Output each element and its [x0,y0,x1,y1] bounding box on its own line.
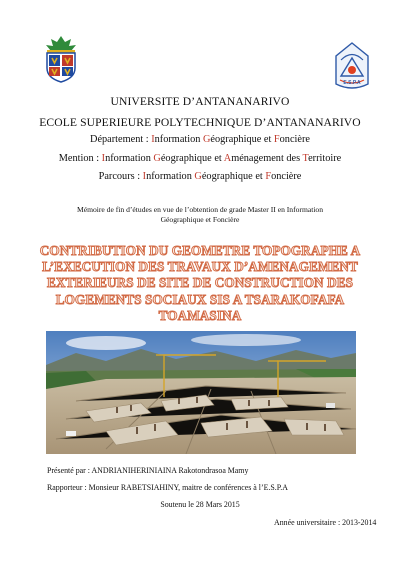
school-name: ECOLE SUPERIEURE POLYTECHNIQUE D’ANTANANARIVO [39,116,361,129]
title-line: LOGEMENTS SOCIAUX SIS A TSARAKOFAFA [55,291,345,307]
title-line: CONTRIBUTION DU GEOMETRE TOPOGRAPHE A [39,243,361,258]
soutenance-date: Soutenu le 28 Mars 2015 [160,500,240,509]
initial-letter: T [302,153,309,164]
initial-letter: F [273,134,280,145]
initial-letter: G [202,134,211,145]
rapporteur: Rapporteur : Monsieur RABETSIAHINY, maitre de conférences à l’E.S.P.A [47,483,288,492]
title-line: L’EXECUTION DES TRAVAUX D’AMENAGEMENT [42,259,358,275]
thesis-title [0,243,400,324]
text-fragment: oncière [271,171,302,182]
title-line: EXTERIEURS DE SITE DE CONSTRUCTION DES [46,275,354,291]
mention-prefix: Mention : [58,153,102,164]
department-prefix: Département : [90,134,152,145]
memoire-line-1: Mémoire de fin d’études en vue de l’obtention de grade Master II en Information [76,205,324,214]
parcours-value [143,171,302,182]
parcours-line [0,171,400,182]
text-fragment: nformation [105,153,154,164]
text-fragment: oncière [279,134,310,145]
initial-letter: A [223,153,232,164]
text-fragment: erritoire [308,153,342,164]
parcours-prefix: Parcours : [98,171,143,182]
academic-year: Année universitaire : 2013-2014 [274,518,377,527]
text-fragment: ménagement des [231,153,303,164]
mention-value [102,153,342,164]
title-line: TOAMASINA [158,307,242,323]
text-fragment: éographique et [160,153,224,164]
university-crest-icon [38,34,84,84]
initial-letter: I [142,171,147,182]
initial-letter: I [101,153,106,164]
university-logo [38,34,84,84]
initial-letter: F [265,171,272,182]
initial-letter: G [153,153,161,164]
mention-line [0,153,400,164]
text-fragment: nformation [154,134,203,145]
presented-by: Présenté par : ANDRIANIHERINIAINA Rakotondrasoa Mamy [47,466,249,475]
initial-letter: G [194,171,202,182]
text-fragment: éographique et [210,134,274,145]
construction-site-photo [46,331,356,454]
text-fragment: éographique et [201,171,266,182]
espa-logo-text: E.S.P.A [343,80,361,86]
espa-logo [333,40,371,92]
university-name: UNIVERSITE D’ANTANANARIVO [110,95,290,108]
initial-letter: I [151,134,155,145]
department-line [0,134,400,145]
memoire-line-2: Géographique et Foncière [160,215,240,224]
department-value [151,134,310,145]
text-fragment: nformation [146,171,195,182]
